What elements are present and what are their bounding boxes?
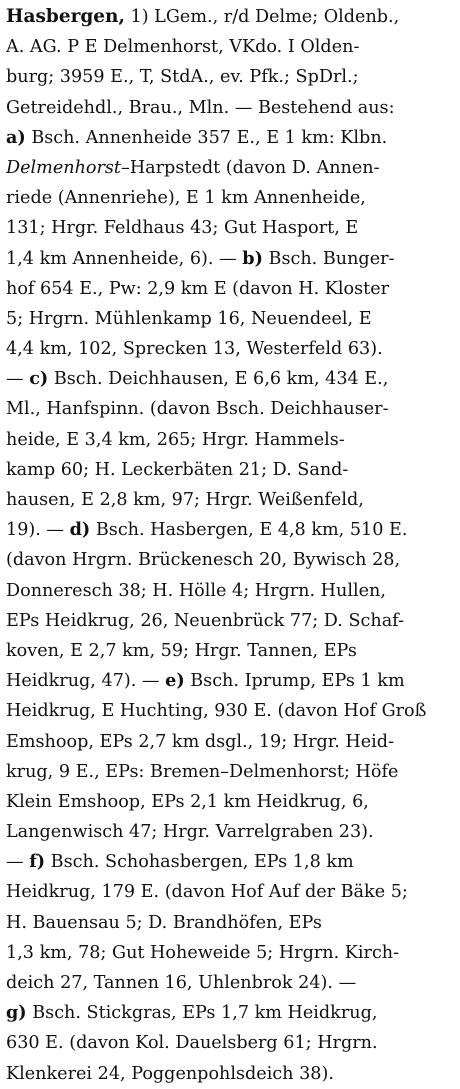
subsection-marker: e) (165, 670, 185, 692)
text-run: 19). — (6, 520, 70, 541)
text-run: Bsch. Stickgras, EPs 1,7 km Heidkrug, (26, 1003, 378, 1024)
text-run: Bsch. Schohasbergen, EPs 1,8 km (45, 852, 354, 873)
text-line (6, 938, 454, 968)
text-line (6, 153, 454, 183)
text-line (6, 908, 454, 938)
text-run: Donneresch 38; H. Hölle 4; Hrgrn. Hullen, (6, 580, 386, 601)
text-line (6, 727, 454, 757)
text-line (6, 485, 454, 515)
text-line (6, 636, 454, 666)
text-line (6, 666, 454, 696)
text-run: koven, E 2,7 km, 59; Hrgr. Tannen, EPs (6, 640, 357, 661)
text-run: 5; Hrgrn. Mühlenkamp 16, Neuendeel, E (6, 308, 372, 329)
subsection-marker: a) (6, 126, 26, 148)
text-run: Bsch. Deichhausen, E 6,6 km, 434 E., (48, 369, 389, 390)
text-line (6, 696, 454, 726)
text-run: Getreidehdl., Brau., Mln. — Bestehend aus: (6, 97, 395, 118)
text-line (6, 93, 454, 123)
text-line (6, 213, 454, 243)
place-name-italic: Delmenhorst (6, 157, 122, 178)
text-run: Heidkrug, 179 E. (davon Hof Auf der Bäke 5; (6, 882, 408, 903)
text-line (6, 364, 454, 394)
text-line (6, 244, 454, 274)
text-run: hausen, E 2,8 km, 97; Hrgr. Weißenfeld, (6, 490, 364, 510)
text-run: 1) LGem., r/d Delme; Oldenb., (124, 7, 400, 27)
text-run: Bsch. Annenheide 357 E., E 1 km: Klbn. (25, 127, 388, 148)
text-line (6, 1028, 454, 1058)
subsection-marker: c) (29, 368, 49, 390)
text-run: Ml., Hanfspinn. (davon Bsch. Deichhauser- (6, 399, 389, 420)
text-line (6, 425, 454, 455)
text-run: Bsch. Iprump, EPs 1 km (184, 671, 405, 692)
subsection-marker: b) (242, 247, 263, 269)
text-line (6, 998, 454, 1028)
text-line (6, 1059, 454, 1089)
text-line (6, 455, 454, 485)
text-run: Langenwisch 47; Hrgr. Varrelgraben 23). (6, 822, 374, 843)
text-line (6, 877, 454, 907)
text-line (6, 606, 454, 636)
text-run: riede (Annenriehe), E 1 km Annenheide, (6, 188, 366, 209)
text-run: kamp 60; H. Leckerbäten 21; D. Sand- (6, 459, 349, 480)
text-run: deich 27, Tannen 16, Uhlenbrok 24). — (6, 973, 357, 993)
text-line (6, 274, 454, 304)
text-line (6, 757, 454, 787)
text-line (6, 787, 454, 817)
headword: Hasbergen, (6, 6, 125, 27)
text-run: (davon Hrgrn. Brückenesch 20, Bywisch 28, (6, 550, 401, 571)
text-line (6, 334, 454, 364)
text-run: Heidkrug, 47). — (6, 671, 166, 692)
text-line (6, 515, 454, 545)
text-run: heide, E 3,4 km, 265; Hrgr. Hammels- (6, 429, 345, 450)
text-line (6, 968, 454, 998)
text-run: 1,3 km, 78; Gut Hoheweide 5; Hrgrn. Kirch- (6, 942, 400, 963)
text-run: 131; Hrgr. Feldhaus 43; Gut Hasport, E (6, 218, 359, 239)
subsection-marker: f) (29, 851, 46, 873)
text-run: 4,4 km, 102, Sprecken 13, Westerfeld 63). (6, 339, 383, 360)
text-line (6, 183, 454, 213)
text-run: krug, 9 E., EPs: Bremen–Delmenhorst; Höfe (6, 761, 399, 782)
text-line (6, 62, 454, 92)
text-line (6, 304, 454, 334)
text-line (6, 123, 454, 153)
text-run: Klein Emshoop, EPs 2,1 km Heidkrug, 6, (6, 791, 369, 812)
text-run: Bsch. Bunger- (262, 248, 395, 269)
text-line (6, 2, 454, 32)
text-run: A. AG. P E Delmenhorst, VKdo. I Olden- (6, 37, 360, 58)
text-run: EPs Heidkrug, 26, Neuenbrück 77; D. Schaf- (6, 610, 405, 631)
text-run: — (6, 852, 30, 873)
text-line (6, 847, 454, 877)
text-run: H. Bauensau 5; D. Brandhöfen, EPs (6, 912, 322, 933)
text-run: Emshoop, EPs 2,7 km dsgl., 19; Hrgr. Heid- (6, 731, 394, 752)
text-run: 630 E. (davon Kol. Dauelsberg 61; Hrgrn. (6, 1033, 378, 1054)
text-line (6, 545, 454, 575)
text-run: — (6, 369, 30, 390)
text-run: Klenkerei 24, Poggenpohlsdeich 38). (6, 1063, 334, 1084)
subsection-marker: g) (6, 1002, 27, 1024)
text-run: Bsch. Hasbergen, E 4,8 km, 510 E. (90, 520, 408, 541)
text-run: Heidkrug, E Huchting, 930 E. (davon Hof Groß (6, 701, 427, 722)
text-run: burg; 3959 E., T, StdA., ev. Pfk.; SpDrl.; (6, 67, 359, 88)
text-line (6, 817, 454, 847)
text-line (6, 576, 454, 606)
subsection-marker: d) (69, 519, 91, 541)
text-run: –Harpstedt (davon D. Annen- (121, 157, 380, 178)
gazetteer-entry-hasbergen (6, 2, 454, 1089)
text-line (6, 32, 454, 62)
text-run: 1,4 km Annenheide, 6). — (6, 248, 243, 269)
text-line (6, 394, 454, 424)
text-run: hof 654 E., Pw: 2,9 km E (davon H. Kloster (6, 278, 390, 299)
